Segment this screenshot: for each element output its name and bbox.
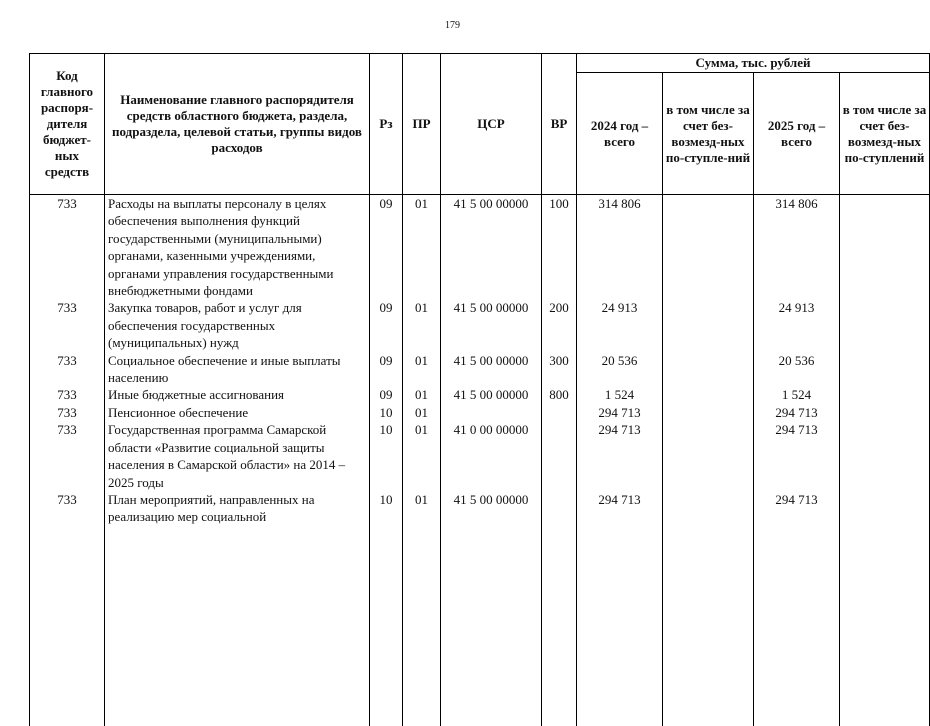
pr-cell: 01 (403, 352, 441, 387)
rz-cell: 09 (370, 299, 403, 351)
filler-cell (542, 526, 577, 726)
csr-cell: 41 0 00 00000 (441, 421, 542, 491)
name-cell: Государственная программа Самарской области «Развитие социальной защиты населения в Самарской области» на 2014 – 2025 годы (105, 421, 370, 491)
sum-2025-cell: 294 713 (754, 404, 840, 421)
rz-cell: 09 (370, 195, 403, 300)
free-2025-cell (840, 352, 930, 387)
vr-cell (542, 421, 577, 491)
code-cell: 733 (30, 195, 105, 300)
free-2024-cell (663, 404, 754, 421)
table-row (30, 352, 930, 387)
header-2024-free: в том числе за счет без-возмезд-ных по-ступле-ний (663, 73, 754, 195)
vr-cell (542, 404, 577, 421)
sum-2024-cell: 294 713 (577, 491, 663, 526)
code-cell: 733 (30, 491, 105, 526)
sum-2025-cell: 294 713 (754, 421, 840, 491)
free-2025-cell (840, 491, 930, 526)
free-2024-cell (663, 421, 754, 491)
page-number: 179 (445, 20, 460, 31)
sum-2024-cell: 24 913 (577, 299, 663, 351)
vr-cell: 800 (542, 386, 577, 403)
pr-cell: 01 (403, 404, 441, 421)
filler-cell (663, 526, 754, 726)
free-2025-cell (840, 195, 930, 300)
rz-cell: 10 (370, 421, 403, 491)
budget-table (29, 53, 930, 726)
vr-cell: 200 (542, 299, 577, 351)
header-rz: Рз (370, 54, 403, 195)
table-row (30, 404, 930, 421)
table-row (30, 386, 930, 403)
csr-cell: 41 5 00 00000 (441, 386, 542, 403)
sum-2025-cell: 24 913 (754, 299, 840, 351)
pr-cell: 01 (403, 421, 441, 491)
sum-2025-cell: 1 524 (754, 386, 840, 403)
pr-cell: 01 (403, 299, 441, 351)
filler-cell (30, 526, 105, 726)
table-body (30, 195, 930, 726)
csr-cell (441, 404, 542, 421)
name-cell: Социальное обеспечение и иные выплаты населению (105, 352, 370, 387)
name-cell: Иные бюджетные ассигнования (105, 386, 370, 403)
filler-row (30, 526, 930, 726)
sum-2025-cell: 20 536 (754, 352, 840, 387)
table-row (30, 491, 930, 526)
code-cell: 733 (30, 386, 105, 403)
pr-cell: 01 (403, 386, 441, 403)
table-row (30, 195, 930, 300)
name-cell: План мероприятий, направленных на реализацию мер социальной (105, 491, 370, 526)
csr-cell: 41 5 00 00000 (441, 491, 542, 526)
header-code: Код главного распоря-дителя бюджет-ных средств (30, 54, 105, 195)
header-2024-total: 2024 год – всего (577, 73, 663, 195)
rz-cell: 10 (370, 491, 403, 526)
csr-cell: 41 5 00 00000 (441, 352, 542, 387)
table-row (30, 421, 930, 491)
free-2024-cell (663, 491, 754, 526)
code-cell: 733 (30, 404, 105, 421)
name-cell: Расходы на выплаты персоналу в целях обеспечения выполнения функций государственными (муниципальными) органами, казенными учреждениями, органами управления государственными внебюджетными фондами (105, 195, 370, 300)
filler-cell (840, 526, 930, 726)
vr-cell (542, 491, 577, 526)
free-2024-cell (663, 352, 754, 387)
header-vr: ВР (542, 54, 577, 195)
filler-cell (441, 526, 542, 726)
free-2025-cell (840, 386, 930, 403)
free-2024-cell (663, 195, 754, 300)
name-cell: Закупка товаров, работ и услуг для обеспечения государственных (муниципальных) нужд (105, 299, 370, 351)
header-name: Наименование главного распорядителя средств областного бюджета, раздела, подраздела, целевой статьи, группы видов расходов (105, 54, 370, 195)
csr-cell: 41 5 00 00000 (441, 195, 542, 300)
csr-cell: 41 5 00 00000 (441, 299, 542, 351)
free-2025-cell (840, 404, 930, 421)
table-row (30, 299, 930, 351)
pr-cell: 01 (403, 195, 441, 300)
free-2024-cell (663, 299, 754, 351)
filler-cell (577, 526, 663, 726)
header-2025-free: в том числе за счет без-возмезд-ных по-ступлений (840, 73, 930, 195)
sum-2025-cell: 314 806 (754, 195, 840, 300)
sum-2024-cell: 1 524 (577, 386, 663, 403)
rz-cell: 09 (370, 352, 403, 387)
filler-cell (403, 526, 441, 726)
rz-cell: 09 (370, 386, 403, 403)
sum-2024-cell: 294 713 (577, 421, 663, 491)
filler-cell (754, 526, 840, 726)
pr-cell: 01 (403, 491, 441, 526)
rz-cell: 10 (370, 404, 403, 421)
free-2025-cell (840, 299, 930, 351)
free-2024-cell (663, 386, 754, 403)
sum-2024-cell: 20 536 (577, 352, 663, 387)
vr-cell: 300 (542, 352, 577, 387)
name-cell: Пенсионное обеспечение (105, 404, 370, 421)
sum-2024-cell: 314 806 (577, 195, 663, 300)
sum-2024-cell: 294 713 (577, 404, 663, 421)
code-cell: 733 (30, 352, 105, 387)
header-pr: ПР (403, 54, 441, 195)
code-cell: 733 (30, 421, 105, 491)
filler-cell (370, 526, 403, 726)
header-2025-total: 2025 год – всего (754, 73, 840, 195)
vr-cell: 100 (542, 195, 577, 300)
filler-cell (105, 526, 370, 726)
header-sum: Сумма, тыс. рублей (577, 54, 930, 73)
free-2025-cell (840, 421, 930, 491)
sum-2025-cell: 294 713 (754, 491, 840, 526)
header-csr: ЦСР (441, 54, 542, 195)
code-cell: 733 (30, 299, 105, 351)
